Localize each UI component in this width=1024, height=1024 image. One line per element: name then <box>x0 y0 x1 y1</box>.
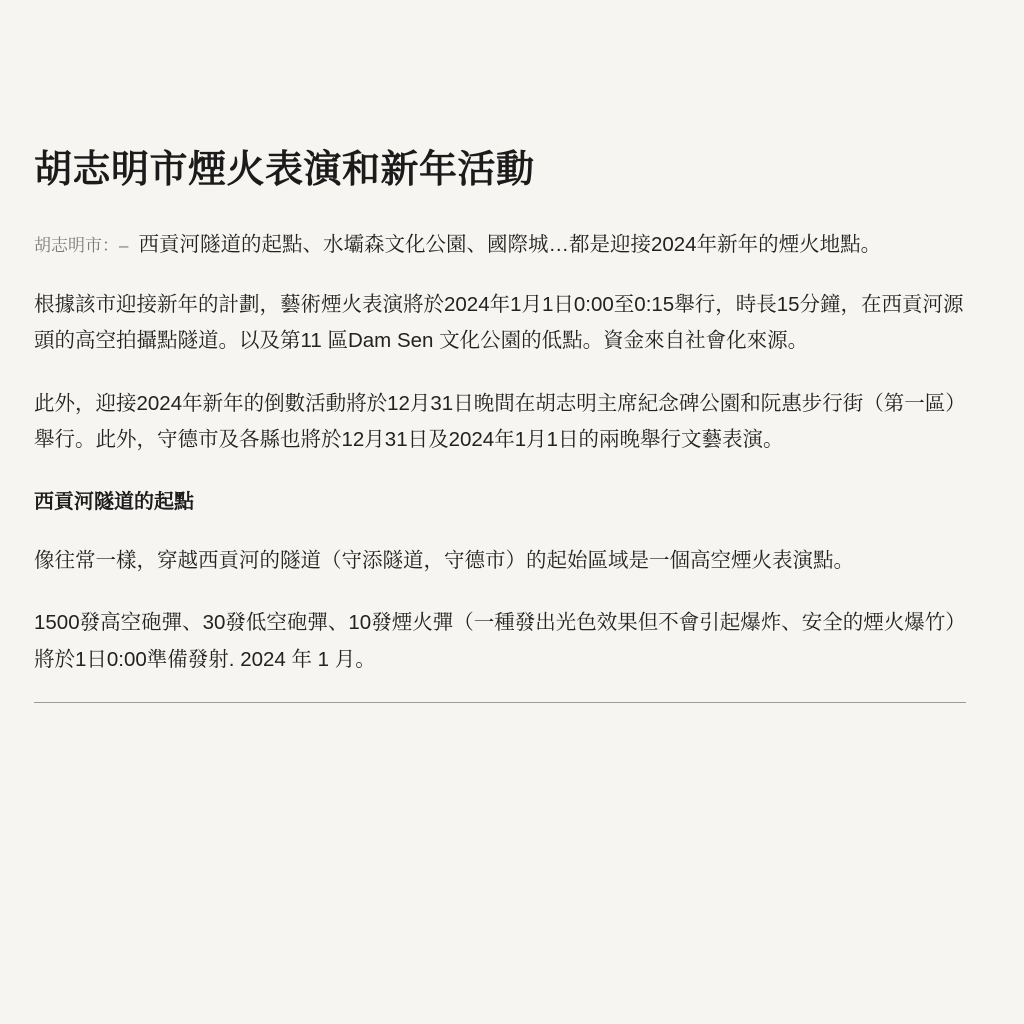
divider <box>34 702 966 703</box>
article-paragraph: 此外，迎接2024年新年的倒數活動將於12月31日晚間在胡志明主席紀念碑公園和阮惠步行街（第一區）舉行。此外，守德市及各縣也將於12月31日及2024年1月1日的兩晚舉行文藝表演。 <box>34 391 966 452</box>
article-title: 胡志明市煙火表演和新年活動 <box>34 146 535 191</box>
article-lead <box>34 228 966 261</box>
lead-text: 西貢河隧道的起點、水壩森文化公園、國際城…都是迎接2024年新年的煙火地點。 <box>138 232 882 256</box>
article-paragraph: 像往常一樣，穿越西貢河的隧道（守添隧道，守德市）的起始區域是一個高空煙火表演點。 <box>34 548 854 572</box>
article-paragraph: 根據該市迎接新年的計劃，藝術煙火表演將於2024年1月1日0:00至0:15舉行，時長15分鐘，在西貢河源頭的高空拍攝點隧道。以及第11 區Dam Sen 文化公園的低點。資金來自社會化來源。 <box>34 292 964 353</box>
section-heading: 西貢河隧道的起點 <box>34 490 194 513</box>
dateline: 胡志明市：– <box>34 235 129 255</box>
article-paragraph: 1500發高空砲彈、30發低空砲彈、10發煙火彈（一種發出光色效果但不會引起爆炸、安全的煙火爆竹）將於1日0:00準備發射. 2024 年 1 月。 <box>34 611 966 671</box>
